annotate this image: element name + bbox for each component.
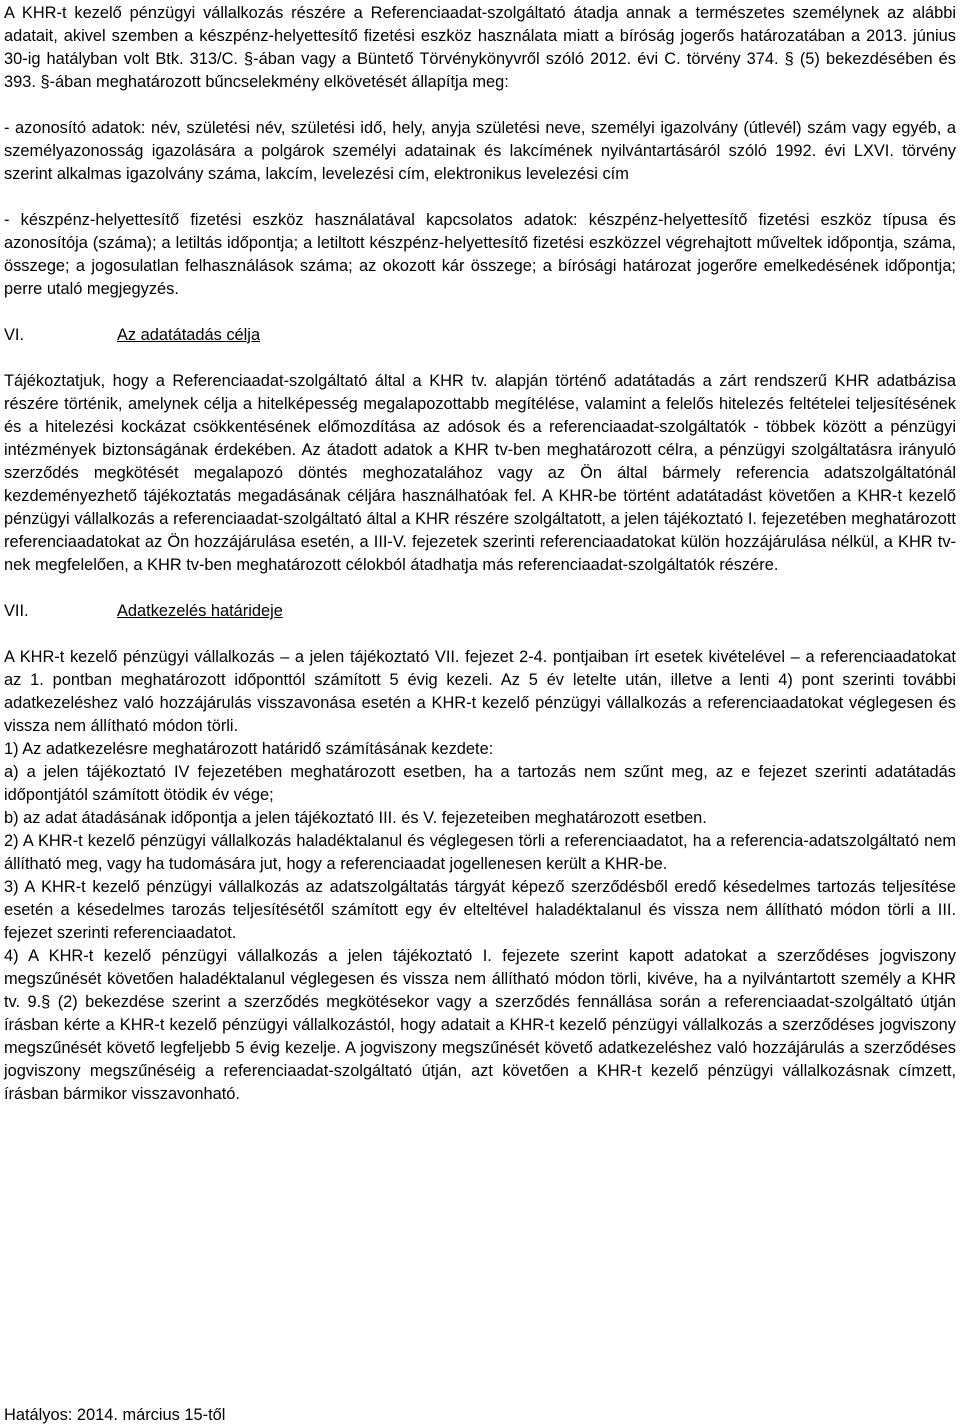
spacer bbox=[4, 623, 956, 646]
spacer bbox=[4, 301, 956, 324]
section-vii-item-2: 2) A KHR-t kezelő pénzügyi vállalkozás haladéktalanul és véglegesen törli a referenciaadatot, ha a referencia-adatszolgáltató nem állítható meg, vagy ha tudomására jut, hogy a referenciaadat jogellenesen került a KHR-be. bbox=[4, 832, 956, 873]
section-vii-item-3: 3) A KHR-t kezelő pénzügyi vállalkozás az adatszolgáltatás tárgyát képező szerződésből eredő késedelmes tartozás teljesítése esetén a késedelmes tarozás teljesítésétől számított egy év elteltével haladéktalanul és vissza nem állítható módon törli a III. fejezet szerinti referenciaadatot. bbox=[4, 878, 956, 942]
section-number: VII. bbox=[4, 602, 29, 620]
section-vii-item-1a: a) a jelen tájékoztató IV fejezetében meghatározott esetben, ha a tartozás nem szűnt meg, az e fejezet szerinti adatátadás időpontjától számított ötödik év vége; bbox=[4, 763, 956, 804]
section-vii-item-1: 1) Az adatkezelésre meghatározott határidő számításának kezdete: bbox=[4, 740, 494, 758]
section-title: Az adatátadás célja bbox=[117, 326, 261, 344]
section-number: VI. bbox=[4, 326, 25, 344]
section-title: Adatkezelés határideje bbox=[117, 602, 283, 620]
spacer bbox=[4, 186, 956, 209]
section-vii-item-1b: b) az adat átadásának időpontja a jelen tájékoztató III. és V. fejezeteiben meghatározott esetben. bbox=[4, 809, 707, 827]
section-vi-paragraph: Tájékoztatjuk, hogy a Referenciaadat-szolgáltató által a KHR tv. alapján történő adatátadás a zárt rendszerű KHR adatbázisa részére történik, amelynek célja a hitelképesség megalapozottabb megítélése, valamint a felelős hitelezés feltételei teljesítésének és a hitelezési kockázat csökkentésének előmozdítása az adósok és a referenciaadat-szolgáltatók - többek között a pénzügyi intézmények biztonságának érdekében. Az átadott adatok a KHR tv-ben meghatározott célra, a pénzügyi szolgáltatásra irányuló szerződés megkötését megalapozó döntés meghozatalához vagy az Ön által bármely referencia adatszolgáltatónál kezdeményezhető tájékoztatás megadásának céljára használhatóak fel. A KHR-be történt adatátadást követően a KHR-t kezelő pénzügyi vállalkozás a referenciaadat-szolgáltató által a KHR részére szolgáltatott, a jelen tájékoztató I. fejezetében meghatározott referenciaadatokat az Ön hozzájárulása esetén, a III-V. fejezetek szerinti referenciaadatokat külön hozzájárulása nélkül, a KHR tv-nek megfelelően, a KHR tv-ben meghatározott célokból átadhatja más referenciaadat-szolgáltatók részére. bbox=[4, 372, 956, 574]
spacer bbox=[4, 94, 956, 117]
spacer bbox=[4, 347, 956, 370]
section-vii-item-4: 4) A KHR-t kezelő pénzügyi vállalkozás a jelen tájékoztató I. fejezete szerint kapott adatokat a szerződéses jogviszony megszűnését követően haladéktalanul véglegesen és vissza nem állítható módon törli, kivéve, ha a nyilvántartott személy a KHR tv. 9.§ (2) bekezdése szerint a szerződés megkötésekor vagy a szerződés fennállása során a referenciaadat-szolgáltató útján írásban kérte a KHR-t kezelő pénzügyi vállalkozástól, hogy adatait a KHR-t kezelő pénzügyi vállalkozás a szerződéses jogviszony megszűnését követő legfeljebb 5 évig kezelje. A jogviszony megszűnését követő adatkezeléshez való hozzájárulás a szerződéses jogviszony megszűnéséig a referenciaadat-szolgáltató útján, azt követően a KHR-t kezelő pénzügyi vállalkozásnak címzett, írásban bármikor visszavonható. bbox=[4, 947, 956, 1103]
section-vii-paragraph: A KHR-t kezelő pénzügyi vállalkozás – a jelen tájékoztató VII. fejezet 2-4. pontjaiban írt esetek kivételével – a referenciaadatokat az 1. pontban meghatározott időponttól számított 5 évig kezeli. Az 5 év letelte után, illetve a lenti 4) pont szerinti további adatkezeléshez való hozzájárulás visszavonása esetén a KHR-t kezelő pénzügyi vállalkozás a referenciaadatokat véglegesen és vissza nem állítható módon törli. bbox=[4, 648, 956, 735]
list-item-identity-data: - azonosító adatok: név, születési név, születési idő, hely, anyja születési neve, személyi igazolvány (útlevél) szám vagy egyéb, a személyazonosság igazolására a polgárok személyi adatainak és lakcímének nyilvántartásáról szóló 1992. évi LXVI. törvény szerint alkalmas igazolvány száma, lakcím, levelezési cím, elektronikus levelezési cím bbox=[4, 119, 956, 183]
list-item-card-data: - készpénz-helyettesítő fizetési eszköz használatával kapcsolatos adatok: készpénz-helyettesítő fizetési eszköz típusa és azonosítója (száma); a letiltás időpontja; a letiltott készpénz-helyettesítő fizetési eszközzel végrehajtott műveltek időpontja, száma, összege; a jogosulatlan felhasználások száma; az okozott kár összege; a bírósági határozat jogerőre emelkedésének időpontja; perre utaló megjegyzés. bbox=[4, 211, 956, 298]
effective-date-footer: Hatályos: 2014. március 15-től bbox=[4, 1406, 226, 1424]
section-heading-vi bbox=[4, 324, 956, 347]
section-heading-vii bbox=[4, 600, 956, 623]
intro-paragraph: A KHR-t kezelő pénzügyi vállalkozás részére a Referenciaadat-szolgáltató átadja annak a természetes személynek az alábbi adatait, akivel szemben a készpénz-helyettesítő fizetési eszköz használata miatt a bíróság jogerős határozatában a 2013. június 30-ig hatályban volt Btk. 313/C. §-ában vagy a Büntető Törvénykönyvről szóló 2012. évi C. törvény 374. § (5) bekezdésében és 393. §-ában meghatározott bűncselekmény elkövetését állapítja meg: bbox=[4, 4, 956, 91]
spacer bbox=[4, 577, 956, 600]
